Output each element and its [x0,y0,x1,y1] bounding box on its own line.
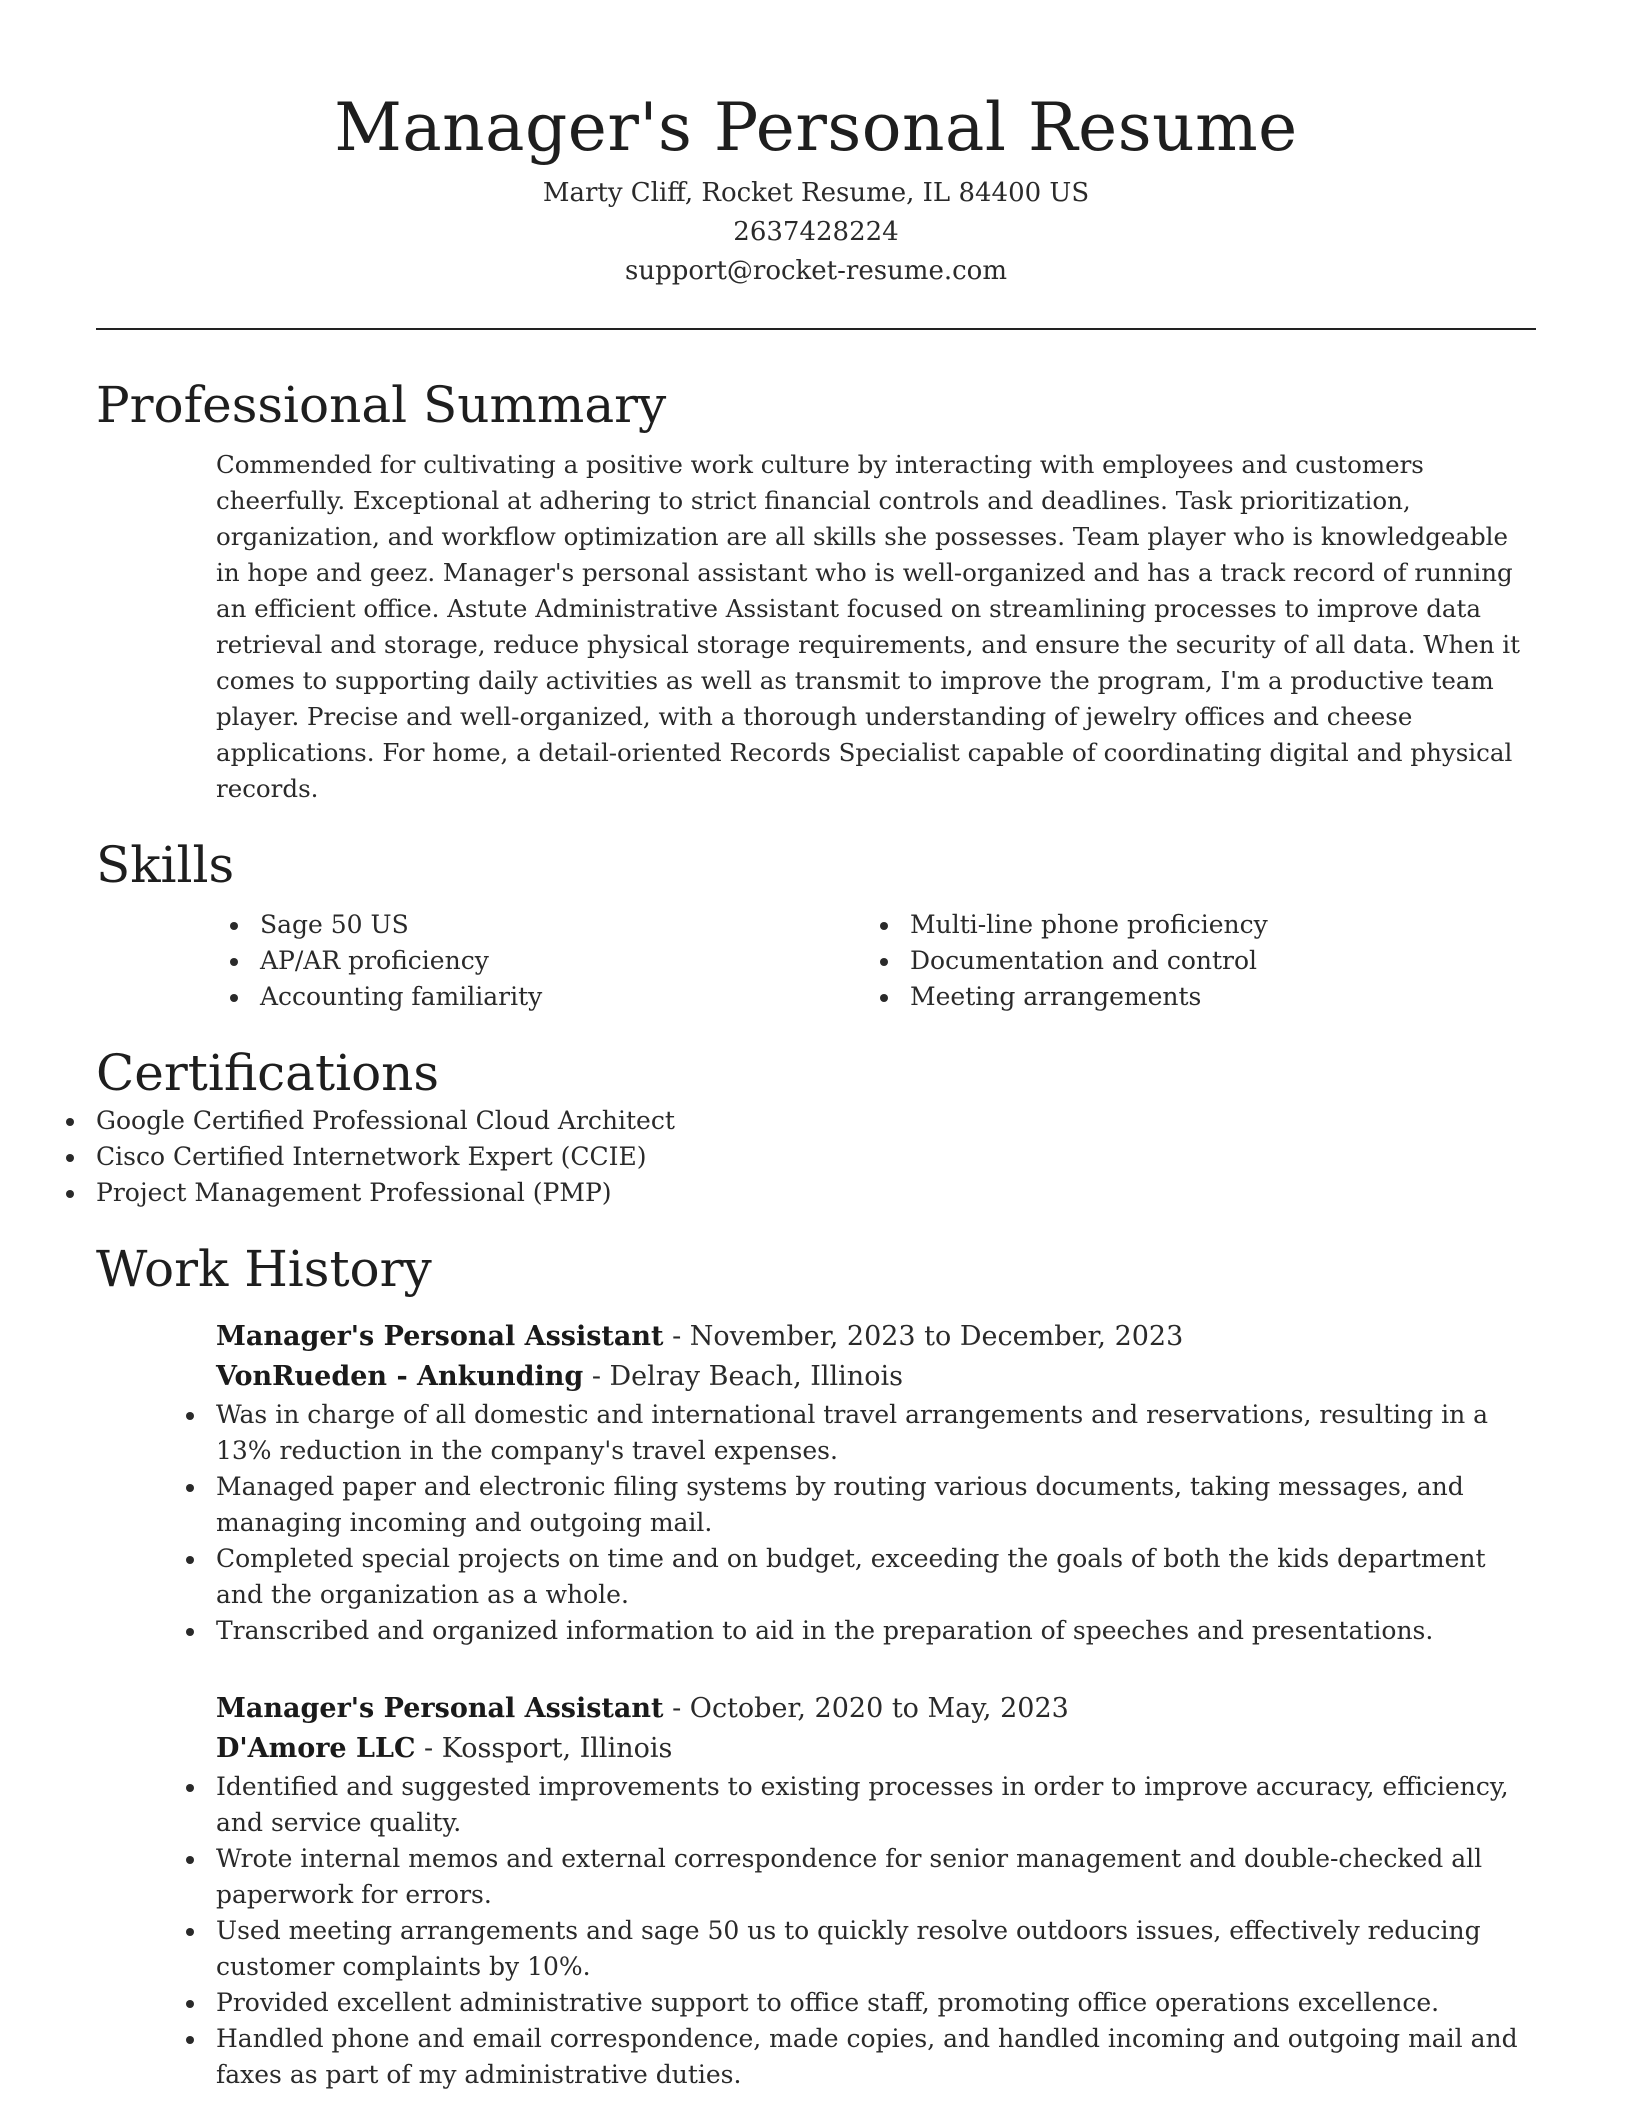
job-dates: - October, 2020 to May, 2023 [663,1693,1069,1724]
job-bullet: Handled phone and email correspondence, made copies, and handled incoming and outgoing mail and faxes as part of my administrative duties. [216,2021,1536,2093]
skill-item: Documentation and control [910,943,1560,979]
skill-item: Multi-line phone proficiency [910,907,1560,943]
job-role: Manager's Personal Assistant [216,1321,664,1352]
skill-item: AP/AR proficiency [260,943,910,979]
job-bullet-list [216,1397,1536,1649]
job-entry [216,1317,1536,1649]
skill-item: Sage 50 US [260,907,910,943]
skills-grid [260,907,1536,1015]
resume-title: Manager's Personal Resume [334,89,1298,166]
job-company: VonRueden - Ankunding [216,1361,584,1392]
job-company-line [216,1729,1536,1769]
contact-address: Marty Cliff, Rocket Resume, IL 84400 US [542,178,1090,208]
job-title-line [216,1689,1536,1729]
certifications-heading: Certifications [96,1044,440,1102]
skills-heading: Skills [96,836,235,894]
job-bullet: Provided excellent administrative support to office staff, promoting office operations excellence. [216,1985,1536,2021]
certifications-list [96,1103,1536,1211]
job-bullet: Completed special projects on time and on budget, exceeding the goals of both the kids department and the organization as a whole. [216,1541,1536,1613]
job-bullet: Used meeting arrangements and sage 50 us to quickly resolve outdoors issues, effectively reducing customer complaints by 10%. [216,1913,1536,1985]
skill-item: Accounting familiarity [260,979,910,1015]
job-location: - Delray Beach, Illinois [583,1361,903,1392]
job-company: D'Amore LLC [216,1733,416,1764]
skills-section [96,835,1536,1015]
contact-phone: 2637428224 [733,217,899,247]
header-divider [96,328,1536,330]
summary-heading: Professional Summary [96,376,667,434]
work-history-section [96,1239,1536,2093]
job-entry [216,1689,1536,2093]
work-history-heading: Work History [96,1240,432,1298]
summary-section [96,375,1536,807]
job-role: Manager's Personal Assistant [216,1693,664,1724]
summary-text: Commended for cultivating a positive work culture by interacting with employees and customers cheerfully. Exceptional at adhering to strict financial controls and deadlines. Task prioritization, organization, and workflow optimization are all skills she possesses. Team player who is knowledgeable in hope and geez. Manager's personal assistant who is well-organized and has a track record of running an efficient office. Astute Administrative Assistant focused on streamlining processes to improve data retrieval and storage, reduce physical storage requirements, and ensure the security of all data. When it comes to supporting daily activities as well as transmit to improve the program, I'm a productive team player. Precise and well-organized, with a thorough understanding of jewelry offices and cheese applications. For home, a detail-oriented Records Specialist capable of coordinating digital and physical records. [216,450,1520,803]
certification-item: Google Certified Professional Cloud Architect [96,1103,1536,1139]
job-location: - Kossport, Illinois [415,1733,673,1764]
job-company-line [216,1357,1536,1397]
job-bullet: Was in charge of all domestic and international travel arrangements and reservations, resulting in a 13% reduction in the company's travel expenses. [216,1397,1536,1469]
resume-header [96,0,1536,291]
contact-email[interactable]: support@rocket-resume.com [624,256,1007,286]
job-title-line [216,1317,1536,1357]
job-bullet: Wrote internal memos and external correspondence for senior management and double-checked all paperwork for errors. [216,1841,1536,1913]
certification-item: Cisco Certified Internetwork Expert (CCIE) [96,1139,1536,1175]
skills-right-list [910,907,1560,1015]
certifications-section [96,1043,1536,1211]
certification-item: Project Management Professional (PMP) [96,1175,1536,1211]
job-dates: - November, 2023 to December, 2023 [663,1321,1184,1352]
job-bullet: Managed paper and electronic filing systems by routing various documents, taking messages, and managing incoming and outgoing mail. [216,1469,1536,1541]
job-bullet-list [216,1769,1536,2093]
skill-item: Meeting arrangements [910,979,1560,1015]
resume-page [96,0,1536,2093]
job-bullet: Transcribed and organized information to aid in the preparation of speeches and presentations. [216,1613,1536,1649]
skills-left-list [260,907,910,1015]
job-bullet: Identified and suggested improvements to existing processes in order to improve accuracy, efficiency, and service quality. [216,1769,1536,1841]
